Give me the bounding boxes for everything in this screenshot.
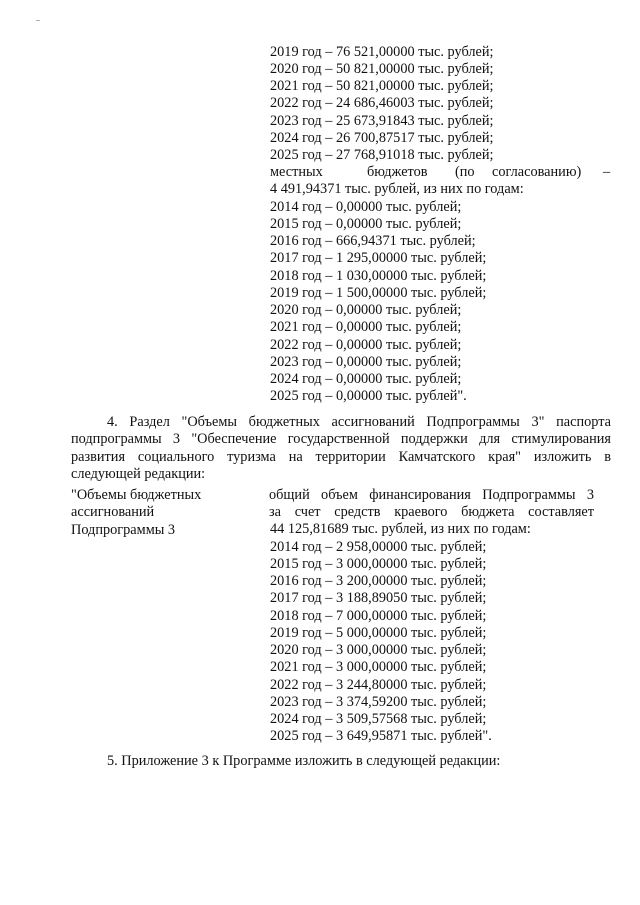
local-year-2022: 2022 год – 0,00000 тыс. рублей; bbox=[270, 337, 462, 353]
funding-line-2024: 2024 год – 26 700,87517 тыс. рублей; bbox=[270, 130, 494, 146]
local-year-2018: 2018 год – 1 030,00000 тыс. рублей; bbox=[270, 268, 487, 284]
paragraph-4-line1: 4. Раздел "Объемы бюджетных ассигнований Подпрограммы 3" паспорта bbox=[107, 414, 611, 430]
funding-intro-line2: за счет средств краевого бюджета составляет bbox=[269, 504, 594, 520]
regional-year-2014: 2014 год – 2 958,00000 тыс. рублей; bbox=[270, 539, 487, 555]
regional-year-2018: 2018 год – 7 000,00000 тыс. рублей; bbox=[270, 608, 487, 624]
regional-year-2016: 2016 год – 3 200,00000 тыс. рублей; bbox=[270, 573, 487, 589]
section-label-line1: "Объемы бюджетных bbox=[71, 487, 202, 503]
local-year-2025: 2025 год – 0,00000 тыс. рублей". bbox=[270, 388, 467, 404]
local-year-2015: 2015 год – 0,00000 тыс. рублей; bbox=[270, 216, 462, 232]
local-year-2017: 2017 год – 1 295,00000 тыс. рублей; bbox=[270, 250, 487, 266]
local-year-2019: 2019 год – 1 500,00000 тыс. рублей; bbox=[270, 285, 487, 301]
regional-year-2023: 2023 год – 3 374,59200 тыс. рублей; bbox=[270, 694, 487, 710]
funding-line-2022: 2022 год – 24 686,46003 тыс. рублей; bbox=[270, 95, 494, 111]
regional-year-2022: 2022 год – 3 244,80000 тыс. рублей; bbox=[270, 677, 487, 693]
regional-year-2024: 2024 год – 3 509,57568 тыс. рублей; bbox=[270, 711, 487, 727]
paragraph-4-line2: подпрограммы 3 "Обеспечение государственной поддержки для стимулирования bbox=[71, 431, 611, 448]
local-budget-word4: согласованию) bbox=[492, 164, 582, 180]
funding-intro-line3: 44 125,81689 тыс. рублей, из них по годам: bbox=[270, 521, 531, 537]
funding-line-2021: 2021 год – 50 821,00000 тыс. рублей; bbox=[270, 78, 494, 94]
local-budget-word1: местных bbox=[270, 164, 323, 180]
regional-year-2017: 2017 год – 3 188,89050 тыс. рублей; bbox=[270, 590, 487, 606]
section-label-line2: ассигнований bbox=[71, 504, 155, 521]
funding-intro-line1: общий объем финансирования Подпрограммы 3 bbox=[269, 487, 594, 503]
funding-line-2025: 2025 год – 27 768,91018 тыс. рублей; bbox=[270, 147, 494, 163]
scan-mark bbox=[36, 20, 40, 21]
paragraph-4-line4: следующей редакции: bbox=[71, 466, 206, 483]
funding-line-2020: 2020 год – 50 821,00000 тыс. рублей; bbox=[270, 61, 494, 77]
regional-year-2020: 2020 год – 3 000,00000 тыс. рублей; bbox=[270, 642, 487, 658]
paragraph-5: 5. Приложение 3 к Программе изложить в следующей редакции: bbox=[107, 753, 501, 769]
paragraph-4 bbox=[71, 414, 611, 484]
local-year-2023: 2023 год – 0,00000 тыс. рублей; bbox=[270, 354, 462, 370]
local-year-2021: 2021 год – 0,00000 тыс. рублей; bbox=[270, 319, 462, 335]
local-budget-total: 4 491,94371 тыс. рублей, из них по годам: bbox=[270, 181, 524, 197]
local-budget-word2: бюджетов bbox=[367, 164, 428, 180]
local-budget-word3: (по bbox=[455, 164, 475, 180]
regional-year-2019: 2019 год – 5 000,00000 тыс. рублей; bbox=[270, 625, 487, 641]
regional-year-2021: 2021 год – 3 000,00000 тыс. рублей; bbox=[270, 659, 487, 675]
regional-year-2025: 2025 год – 3 649,95871 тыс. рублей". bbox=[270, 728, 492, 744]
local-year-2016: 2016 год – 666,94371 тыс. рублей; bbox=[270, 233, 476, 249]
regional-year-2015: 2015 год – 3 000,00000 тыс. рублей; bbox=[270, 556, 487, 572]
local-year-2020: 2020 год – 0,00000 тыс. рублей; bbox=[270, 302, 462, 318]
local-year-2014: 2014 год – 0,00000 тыс. рублей; bbox=[270, 199, 462, 215]
funding-line-2023: 2023 год – 25 673,91843 тыс. рублей; bbox=[270, 113, 494, 129]
section-label bbox=[71, 487, 251, 539]
paragraph-4-line3: развития социального туризма на территории Камчатского края" изложить в bbox=[71, 448, 611, 465]
local-budget-dash: – bbox=[603, 164, 611, 180]
funding-line-2019: 2019 год – 76 521,00000 тыс. рублей; bbox=[270, 44, 494, 60]
local-year-2024: 2024 год – 0,00000 тыс. рублей; bbox=[270, 371, 462, 387]
section-label-line3: Подпрограммы 3 bbox=[71, 521, 176, 538]
